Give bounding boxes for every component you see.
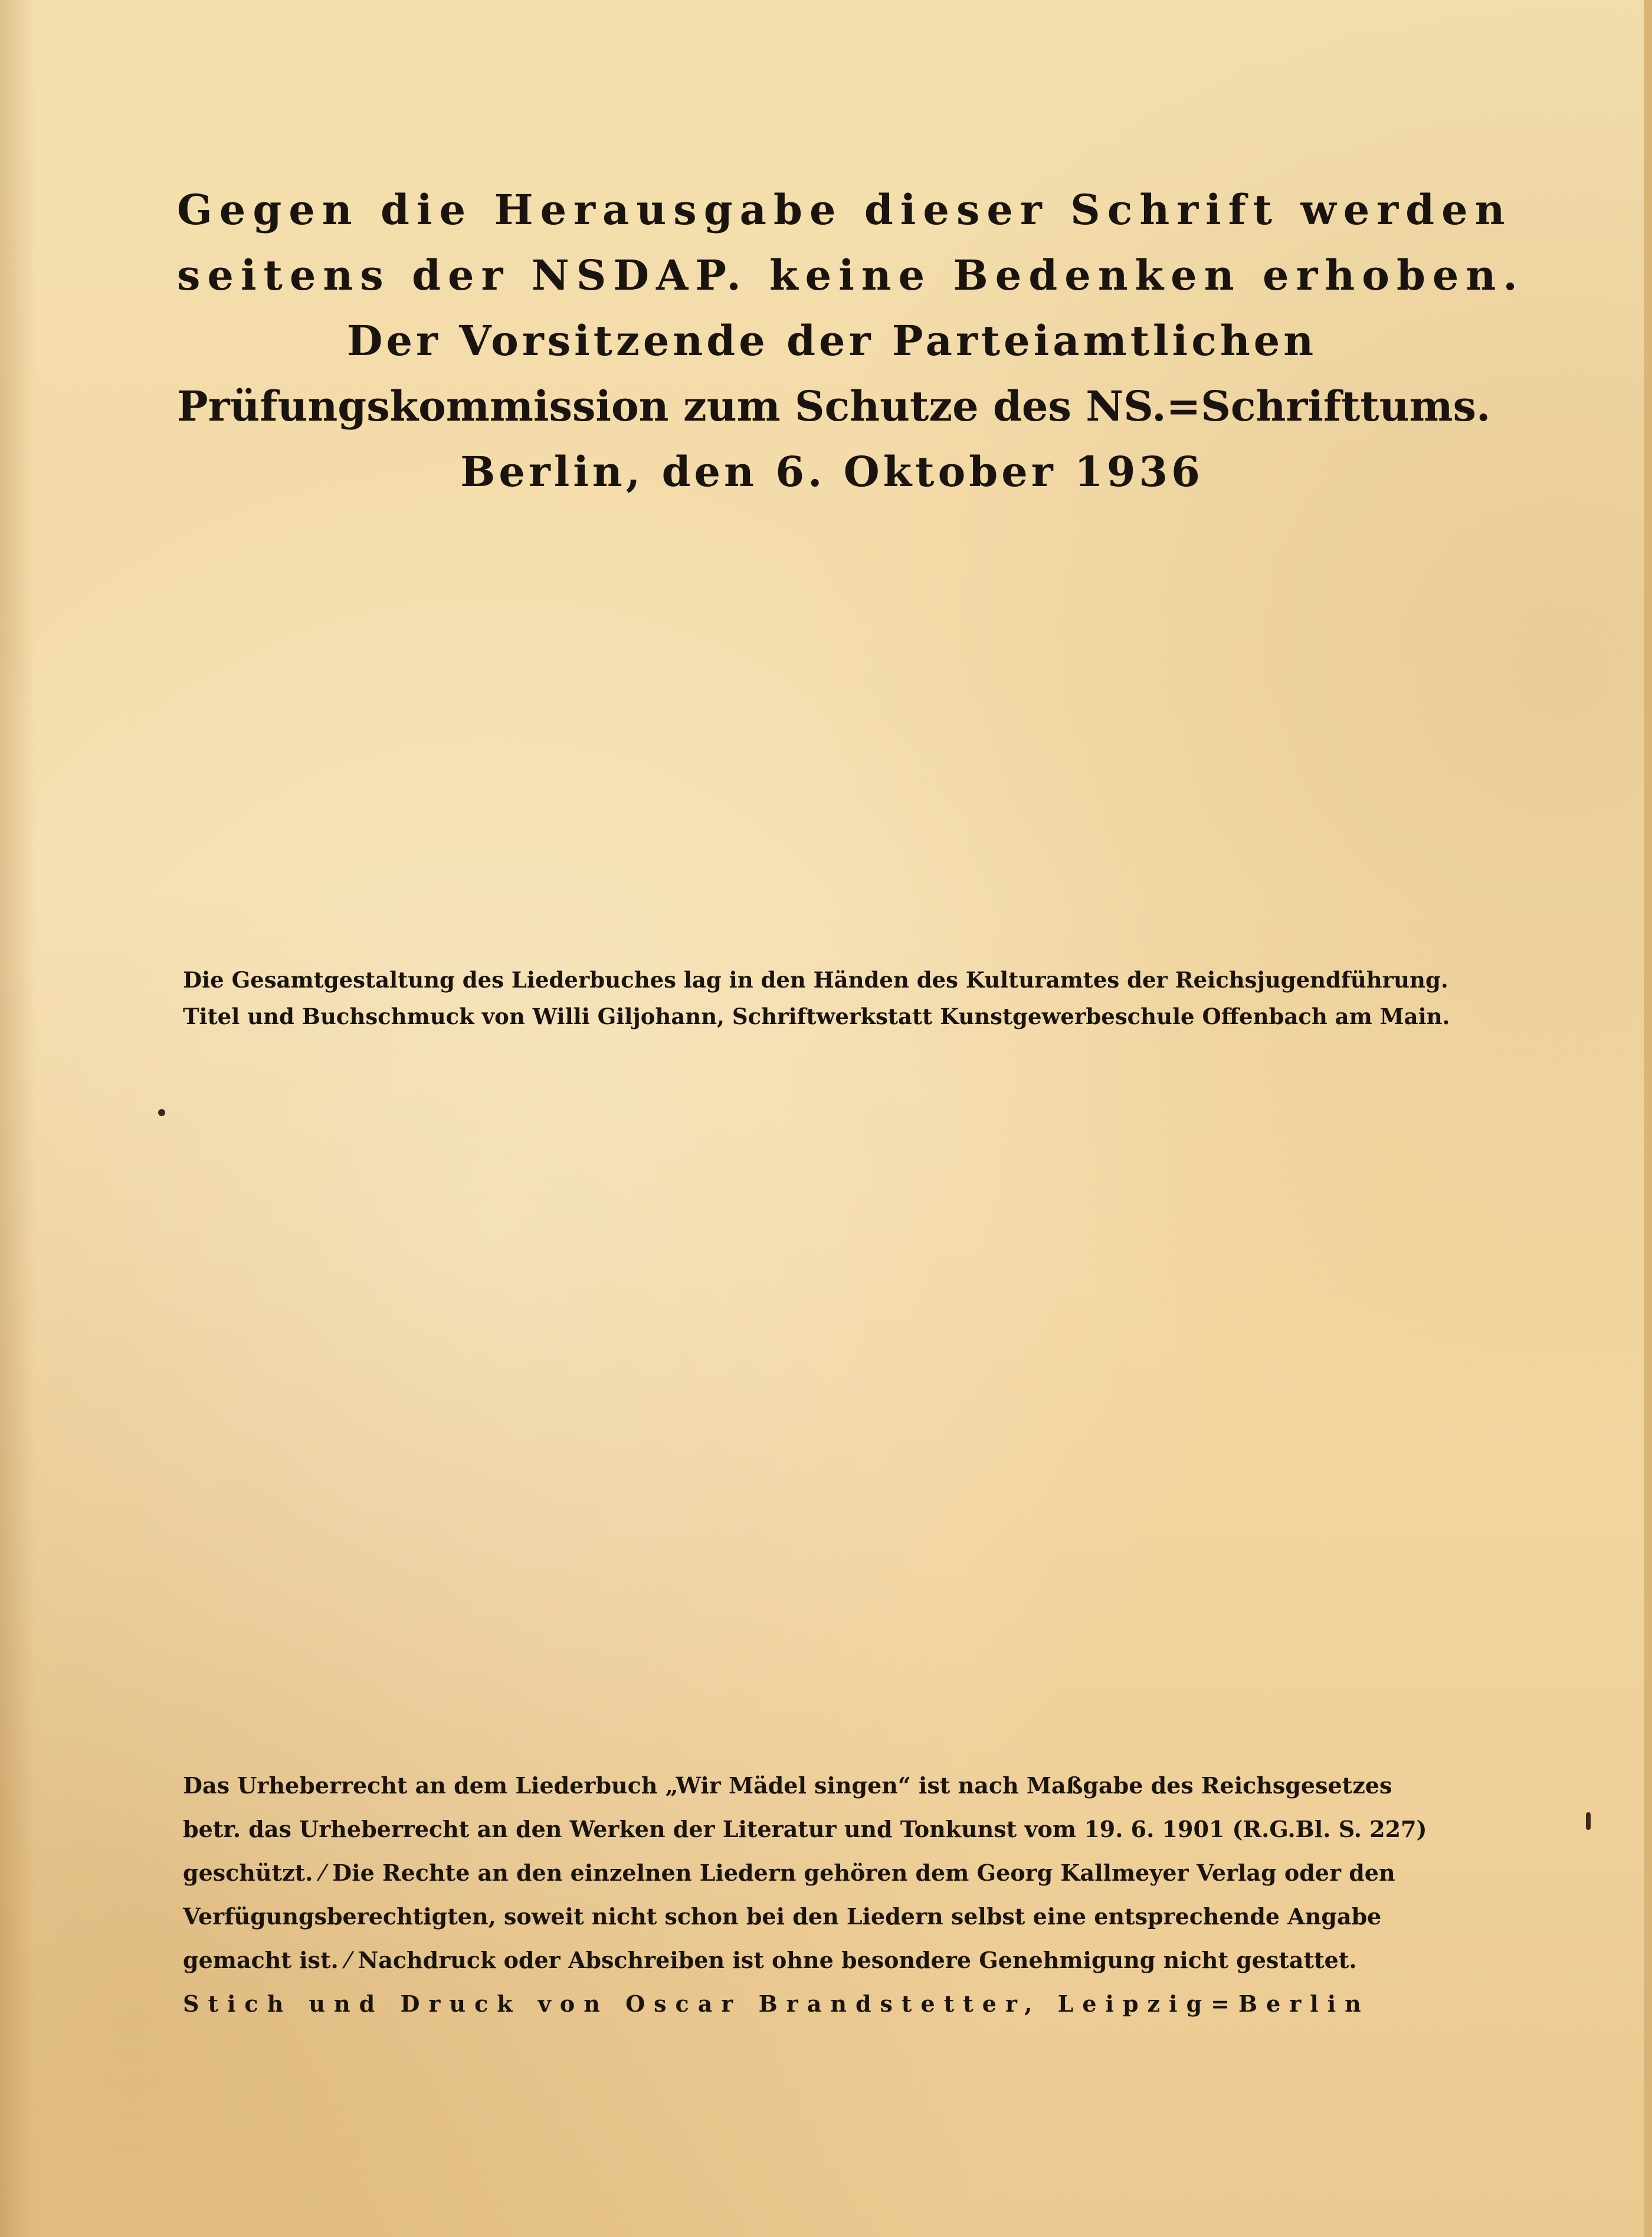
copyright-line-5: gemacht ist. ⁄ Nachdruck oder Abschreiben ist ohne besondere Genehmigung nicht gestattet. — [183, 1947, 1357, 1973]
ink-speck — [1586, 1812, 1591, 1830]
imprimatur-line-1: Gegen die Herausgabe dieser Schrift werden — [177, 185, 1512, 234]
imprimatur-line-2: seitens der NSDAP. keine Bedenken erhoben. — [177, 251, 1525, 300]
copyright-line-3: geschützt. ⁄ Die Rechte an den einzelnen Liedern gehören dem Georg Kallmeyer Verlag oder den — [183, 1859, 1395, 1886]
imprimatur-line-3: Der Vorsitzende der Parteiamtlichen — [346, 316, 1317, 365]
imprimatur-block — [177, 177, 1525, 504]
copyright-line-1: Das Urheberrecht an dem Liederbuch „Wir Mädel singen“ ist nach Maßgabe des Reichsgesetzes — [183, 1772, 1392, 1799]
imprimatur-line-4: Prüfungskommission zum Schutze des NS.=Schrifttums. — [177, 382, 1491, 431]
printer-credit-line: Stich und Druck von Oscar Brandstetter, Leipzig=Berlin — [183, 1990, 1370, 2017]
design-credits-line-2: Titel und Buchschmuck von Willi Giljohann, Schriftwerkstatt Kunstgewerbeschule Offenbach am Main. — [183, 1003, 1450, 1029]
imprimatur-line-5: Berlin, den 6. Oktober 1936 — [460, 447, 1204, 496]
ink-speck — [158, 1109, 165, 1116]
design-credits-block — [183, 962, 1493, 1035]
page-edge-shadow — [0, 0, 35, 2237]
copyright-line-2: betr. das Urheberrecht an den Werken der Literatur und Tonkunst vom 19. 6. 1901 (R.G.Bl. S. 227) — [183, 1816, 1427, 1842]
design-credits-line-1: Die Gesamtgestaltung des Liederbuches lag in den Händen des Kulturamtes der Reichsjugendführung. — [183, 967, 1448, 993]
copyright-block — [183, 1764, 1504, 2026]
copyright-line-4: Verfügungsberechtigten, soweit nicht schon bei den Liedern selbst eine entsprechende Angabe — [183, 1903, 1382, 1930]
